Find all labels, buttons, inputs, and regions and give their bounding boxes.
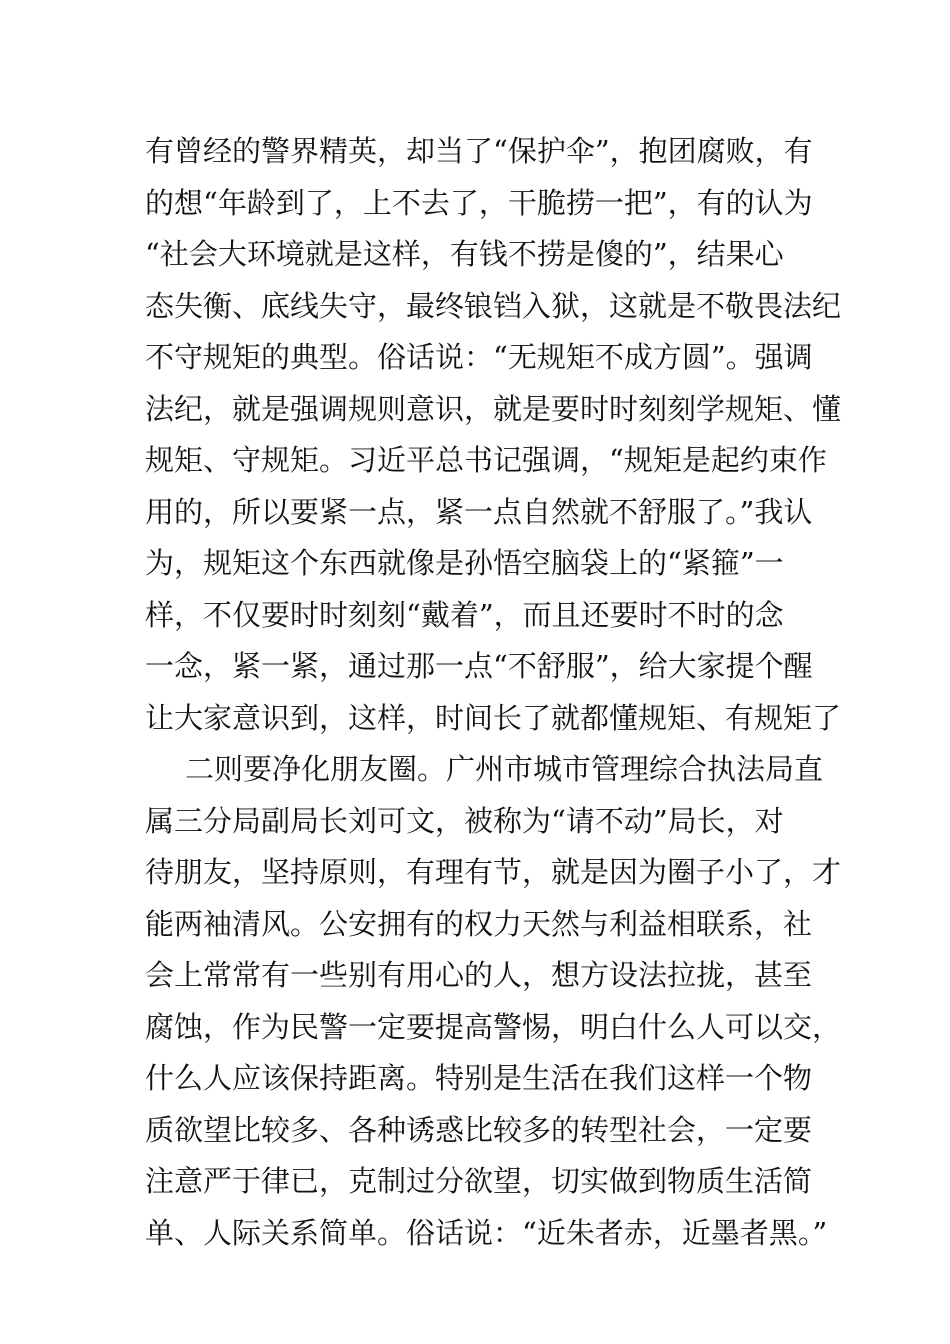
text-line: 属三分局副局长刘可文，被称为“请不动”局长，对 [145, 803, 784, 838]
text-line: 用的，所以要紧一点，紧一点自然就不舒服了。”我认 [145, 494, 813, 529]
text-line: 什么人应该保持距离。特别是生活在我们这样一个物 [145, 1061, 813, 1095]
text-line: 待朋友，坚持原则，有理有节，就是因为圈子小了，才 [145, 855, 842, 889]
text-line: 腐蚀，作为民警一定要提高警惕，明白什么人可以交， [145, 1009, 842, 1044]
paragraph [145, 744, 842, 1259]
text-line: 二则要净化朋友圈。广州市城市管理综合执法局直 [185, 752, 824, 786]
text-line: 让大家意识到，这样，时间长了就都懂规矩、有规矩了 [145, 700, 842, 735]
text-line: 质欲望比较多、各种诱惑比较多的转型社会，一定要 [145, 1112, 813, 1147]
text-line: 会上常常有一些别有用心的人，想方设法拉拢，甚至 [145, 958, 813, 992]
text-line: 法纪，就是强调规则意识，就是要时时刻刻学规矩、懂 [145, 391, 842, 426]
text-line: 能两袖清风。公安拥有的权力天然与利益相联系，社 [145, 906, 813, 941]
text-line: “社会大环境就是这样，有钱不捞是傻的”，结果心 [145, 237, 784, 271]
text-line: 注意严于律已，克制过分欲望，切实做到物质生活简 [145, 1164, 813, 1198]
body-text [145, 126, 842, 1259]
text-line: 规矩、守规矩。习近平总书记强调，“规矩是起约束作 [145, 443, 827, 477]
text-line: 一念，紧一紧，通过那一点“不舒服”，给大家提个醒 [145, 649, 813, 683]
text-line: 单、人际关系简单。俗话说：“近朱者赤，近墨者黑。” [145, 1215, 828, 1250]
text-line: 的想“年龄到了，上不去了，干脆捞一把”，有的认为 [145, 185, 813, 220]
text-line: 有曾经的警界精英，却当了“保护伞”，抱团腐败，有 [145, 134, 813, 168]
text-line: 态失衡、底线失守，最终锒铛入狱，这就是不敬畏法纪 [145, 288, 842, 323]
text-line: 不守规矩的典型。俗话说：“无规矩不成方圆”。强调 [145, 340, 813, 374]
text-line: 样，不仅要时时刻刻“戴着”，而且还要时不时的念 [145, 597, 784, 632]
text-line: 为，规矩这个东西就像是孙悟空脑袋上的“紧箍”一 [145, 546, 784, 580]
paragraph [145, 126, 842, 744]
